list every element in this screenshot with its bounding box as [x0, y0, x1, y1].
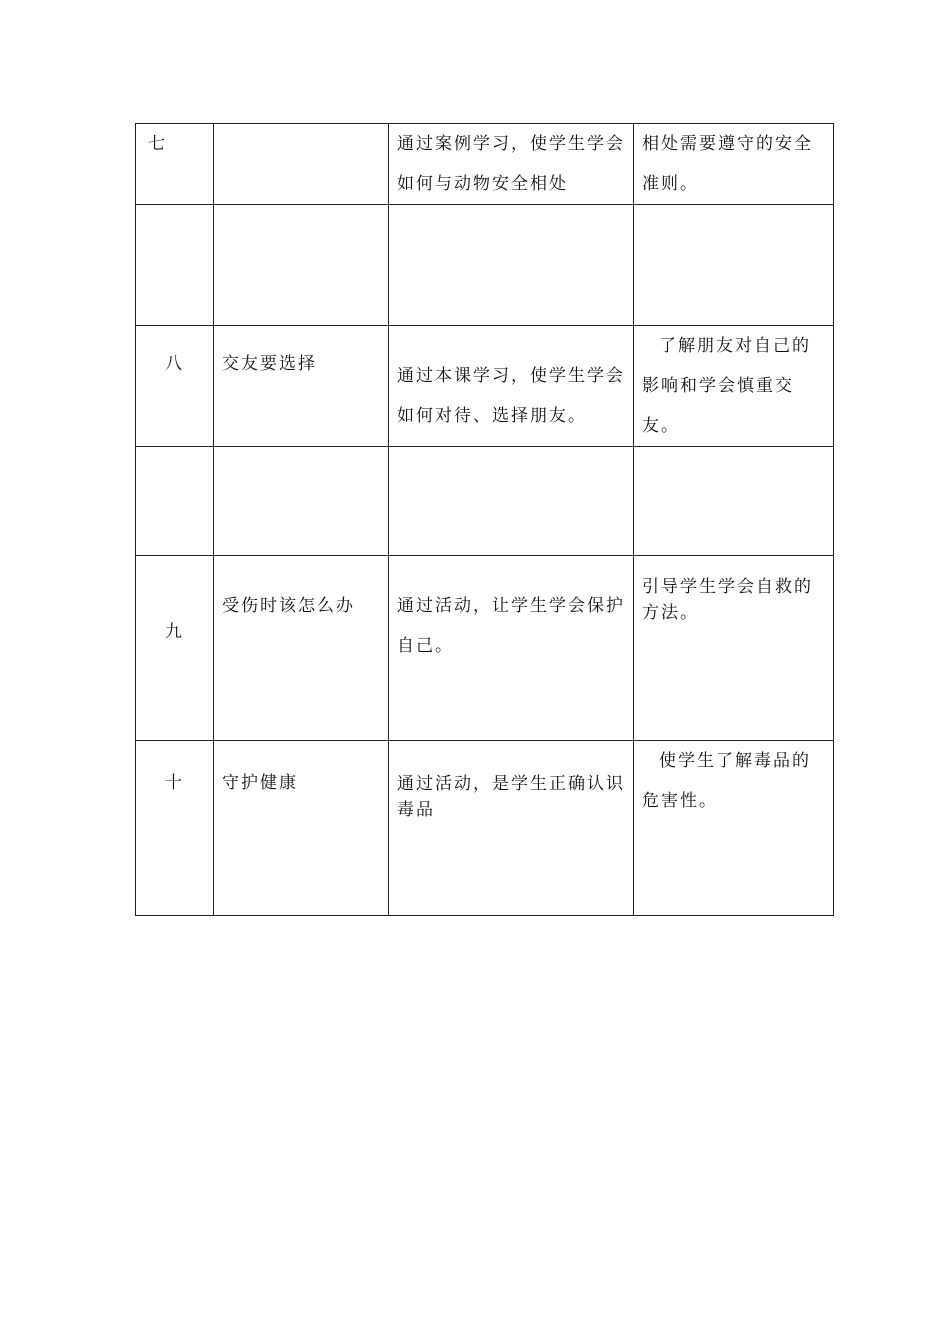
lesson-goal: 通过活动，是学生正确认识毒品 — [397, 774, 625, 820]
lesson-number-cell — [136, 447, 214, 556]
lesson-goal-cell — [389, 741, 634, 916]
lesson-plan-table — [135, 123, 834, 916]
lesson-note: 了解朋友对自己的影响和学会慎重交友。 — [642, 336, 811, 436]
lesson-number-cell — [136, 326, 214, 447]
lesson-title-cell — [214, 556, 389, 741]
lesson-note: 引导学生学会自救的方法。 — [642, 577, 813, 623]
lesson-title-cell — [214, 124, 389, 205]
lesson-number-cell — [136, 556, 214, 741]
lesson-note-cell — [634, 205, 834, 326]
lesson-title-cell — [214, 741, 389, 916]
table-row — [136, 124, 834, 205]
table-row — [136, 205, 834, 326]
lesson-goal-cell — [389, 326, 634, 447]
lesson-note-cell — [634, 124, 834, 205]
lesson-goal-cell — [389, 447, 634, 556]
lesson-goal: 通过活动，让学生学会保护自己。 — [397, 596, 625, 656]
lesson-note: 相处需要遵守的安全准则。 — [642, 134, 813, 194]
lesson-number: 九 — [165, 622, 184, 642]
lesson-note-cell — [634, 326, 834, 447]
lesson-title: 守护健康 — [222, 773, 298, 793]
table-row — [136, 556, 834, 741]
lesson-title-cell — [214, 326, 389, 447]
lesson-number: 十 — [165, 773, 184, 793]
lesson-goal-cell — [389, 205, 634, 326]
lesson-title: 交友要选择 — [222, 354, 317, 374]
lesson-goal-cell — [389, 556, 634, 741]
lesson-goal-cell — [389, 124, 634, 205]
lesson-title-cell — [214, 447, 389, 556]
table-row — [136, 447, 834, 556]
lesson-title: 受伤时该怎么办 — [222, 596, 355, 616]
lesson-goal: 通过案例学习，使学生学会如何与动物安全相处 — [397, 134, 625, 194]
lesson-number: 八 — [165, 354, 184, 374]
lesson-number-cell — [136, 205, 214, 326]
lesson-number-cell — [136, 124, 214, 205]
lesson-note-cell — [634, 556, 834, 741]
lesson-title-cell — [214, 205, 389, 326]
lesson-note-cell — [634, 741, 834, 916]
lesson-number: 七 — [148, 134, 167, 154]
table-row — [136, 326, 834, 447]
lesson-note-cell — [634, 447, 834, 556]
lesson-goal: 通过本课学习，使学生学会如何对待、选择朋友。 — [397, 366, 625, 426]
lesson-number-cell — [136, 741, 214, 916]
table-row — [136, 741, 834, 916]
lesson-note: 使学生了解毒品的危害性。 — [642, 751, 811, 811]
